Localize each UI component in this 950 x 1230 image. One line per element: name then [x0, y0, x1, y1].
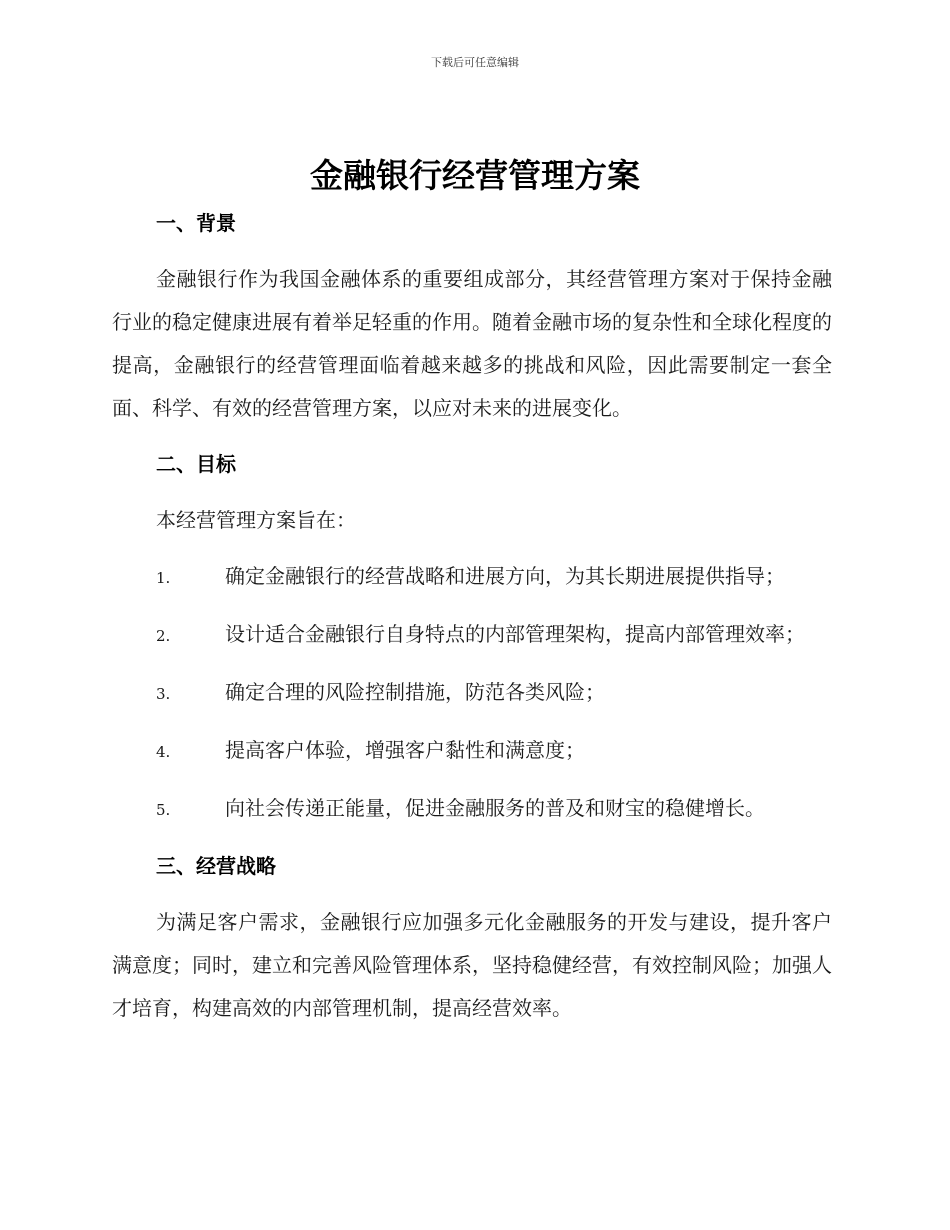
page-header-note: 下载后可任意编辑: [431, 56, 519, 69]
list-item-number: 3.: [156, 685, 171, 703]
list-item-number: 5.: [156, 801, 171, 819]
list-item-text: 提高客户体验，增强客户黏性和满意度；: [225, 738, 585, 762]
list-item: [112, 555, 832, 600]
section-heading-goals: 二、目标: [156, 452, 236, 476]
document-body: [112, 202, 832, 1030]
list-item: [112, 729, 832, 774]
document-title: 金融银行经营管理方案: [310, 156, 640, 195]
list-item-text: 设计适合金融银行自身特点的内部管理架构，提高内部管理效率；: [225, 622, 805, 646]
section-heading-strategy: 三、经营战略: [156, 854, 276, 878]
list-item-text: 向社会传递正能量，促进金融服务的普及和财宝的稳健增长。: [225, 796, 765, 820]
list-item: [112, 787, 832, 832]
list-item: [112, 613, 832, 658]
list-item-text: 确定金融银行的经营战略和进展方向，为其长期进展提供指导；: [225, 564, 785, 588]
list-item-number: 4.: [156, 743, 171, 761]
section-heading-background: 一、背景: [156, 211, 236, 235]
goals-intro: 本经营管理方案旨在：: [156, 508, 356, 532]
strategy-paragraph: 为满足客户需求，金融银行应加强多元化金融服务的开发与建设，提升客户满意度；同时，建立和完善风险管理体系，坚持稳健经营，有效控制风险；加强人才培育，构建高效的内部管理机制，提高经营效率。: [112, 910, 832, 1020]
goals-list: [112, 555, 832, 832]
list-item: [112, 671, 832, 716]
list-item-number: 1.: [156, 569, 171, 587]
list-item-text: 确定合理的风险控制措施，防范各类风险；: [225, 680, 605, 704]
list-item-number: 2.: [156, 627, 171, 645]
background-paragraph: 金融银行作为我国金融体系的重要组成部分，其经营管理方案对于保持金融行业的稳定健康进展有着举足轻重的作用。随着金融市场的复杂性和全球化程度的提高，金融银行的经营管理面临着越来越多的挑战和风险，因此需要制定一套全面、科学、有效的经营管理方案，以应对未来的进展变化。: [112, 267, 832, 420]
